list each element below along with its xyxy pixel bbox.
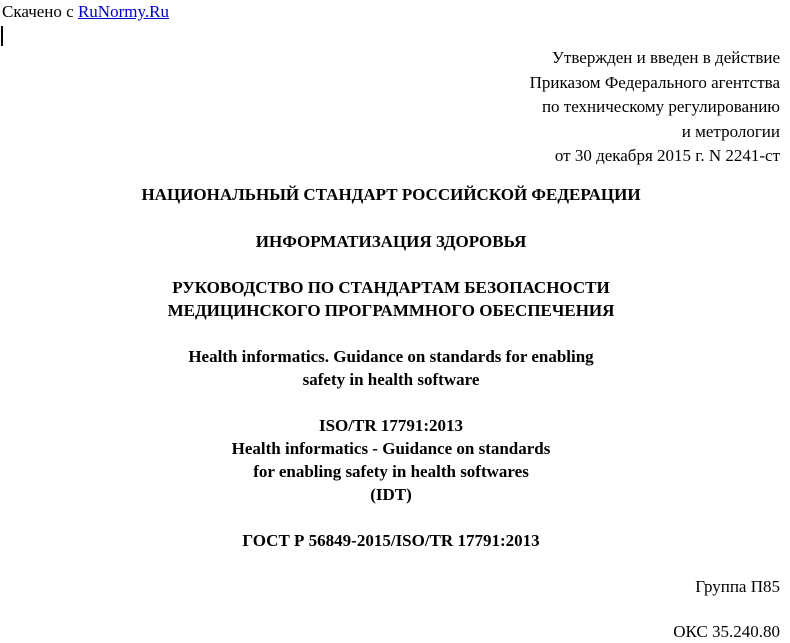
approval-line: Приказом Федерального агентства: [529, 72, 780, 92]
iso-title-line-2: for enabling safety in health softwares: [253, 462, 529, 481]
runormy-link[interactable]: RuNormy.Ru: [77, 2, 169, 21]
guide-title-line-2: МЕДИЦИНСКОГО ПРОГРАММНОГО ОБЕСПЕЧЕНИЯ: [167, 301, 615, 320]
download-prefix: Скачено с: [2, 2, 74, 21]
english-title: [0, 345, 782, 391]
approval-block: [530, 46, 780, 169]
english-title-line-2: safety in health software: [302, 370, 480, 389]
approval-line: Утвержден и введен в действие: [551, 48, 780, 67]
national-standard-text: НАЦИОНАЛЬНЫЙ СТАНДАРТ РОССИЙСКОЙ ФЕДЕРАЦИИ: [141, 185, 641, 204]
text-cursor: [1, 26, 3, 46]
english-title-line-1: Health informatics. Guidance on standards for enabling: [188, 347, 594, 366]
oks-code: ОКС 35.240.80: [673, 622, 780, 641]
iso-number: ISO/TR 17791:2013: [318, 416, 464, 435]
guide-title-line-1: РУКОВОДСТВО ПО СТАНДАРТАМ БЕЗОПАСНОСТИ: [172, 278, 610, 297]
approval-line: и метрологии: [681, 121, 780, 141]
iso-title-line-1: Health informatics - Guidance on standards: [231, 439, 551, 458]
idt-marker: (IDT): [370, 485, 412, 504]
area-text: ИНФОРМАТИЗАЦИЯ ЗДОРОВЬЯ: [255, 232, 527, 251]
group-code: Группа П85: [695, 577, 780, 596]
download-source-line: [2, 1, 169, 23]
gost-text: ГОСТ Р 56849-2015/ISO/TR 17791:2013: [242, 531, 540, 550]
iso-block: [0, 414, 782, 506]
national-standard-heading: [0, 183, 782, 206]
guide-title: [0, 276, 782, 322]
area-heading: [0, 230, 782, 253]
approval-line: от 30 декабря 2015 г. N 2241-ст: [554, 146, 780, 165]
approval-line: по техническому регулированию: [541, 97, 780, 116]
gost-designation: [0, 529, 782, 552]
